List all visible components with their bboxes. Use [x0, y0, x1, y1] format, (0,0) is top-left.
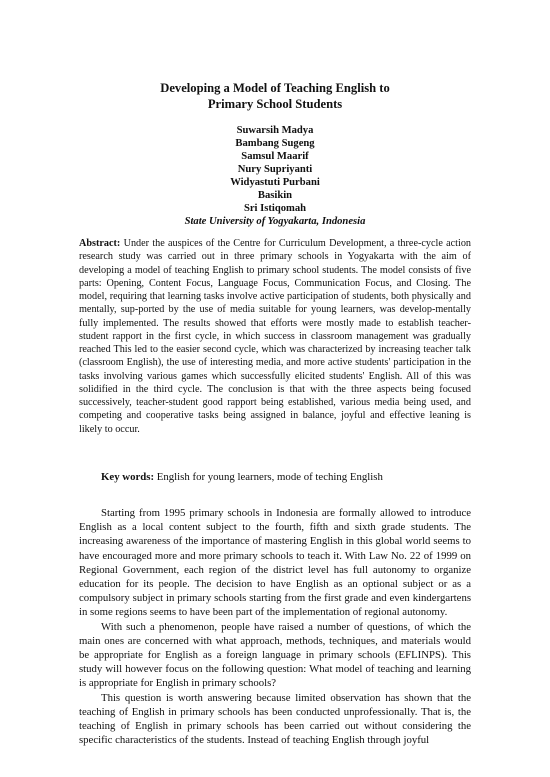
body-paragraph: Starting from 1995 primary schools in Indonesia are formally allowed to introduce English as a local content subject to the fourth, fifth and sixth grade students. The increasing awareness of the importance of mastering English in this global world seems to have encouraged more and more primary schools to teach it. With Law No. 22 of 1999 on Regional Government, each region of the district level has full autonomy to organize education for its people. The decision to have English as an optional subject or as a compulsory subject in primary schools starting from the first grade and even kindergartens in some regions seems to have been part of the implementation of regional autonomy. [79, 507, 471, 619]
abstract [79, 237, 471, 436]
author-name: Samsul Maarif [241, 151, 309, 162]
abstract-label: Abstract: [79, 238, 121, 249]
body-paragraph: This question is worth answering because limited observation has shown that the teaching of English in primary schools has been conducted unprofessionally. That is, the teaching of English in primary schools has been carried out without considering the specific characteristics of the students. Instead of teaching English through joyful [79, 691, 471, 747]
keywords-text: English for young learners, mode of teching English [156, 471, 383, 483]
author-list [0, 124, 550, 228]
paper-title [0, 80, 550, 112]
body-text [79, 506, 471, 747]
author-name: Nury Supriyanti [237, 164, 313, 175]
paper-title-line-2: Primary School Students [207, 97, 343, 111]
author-name: Bambang Sugeng [235, 138, 315, 149]
author-name: Suwarsih Madya [236, 125, 314, 136]
author-name: Basikin [257, 190, 293, 201]
body-paragraph: With such a phenomenon, people have raised a number of questions, of which the main ones are concerned with what approach, methods, techniques, and materials would be appropriate for English as a foreign language in primary schools (EFLINPS). This study will however focus on the following question: What model of teaching and learning is appropriate for English in primary schools? [79, 620, 471, 690]
author-name: Widyastuti Purbani [230, 177, 320, 188]
author-name: Sri Istiqomah [243, 203, 307, 214]
paper-title-line-1: Developing a Model of Teaching English to [160, 81, 390, 95]
affiliation: State University of Yogyakarta, Indonesia [184, 216, 366, 227]
abstract-text: Under the auspices of the Centre for Curriculum Development, a three-cycle action research study was carried out in three primary schools in Yogyakarta with the aim of developing a model of teaching English to primary school students. The model consists of five parts: Opening, Content Focus, Language Focus, Communication Focus, and Closing. The model, requiring that learning tasks involve active participation of students, both physically and mentally, sup-ported by the use of media suitable for young learners, was develop-mentally fully implemented. The results showed that efforts were mostly made to establish teacher-student rapport in the first cycle, in which success in classroom management was gradually reached This led to the easier second cycle, which was characterized by increasing teacher talk (classroom English), the use of interesting media, and more active students' participation in the tasks involving various games which successfully elicited students' English. All of this was solidified in the third cycle. The conclusion is that with the three aspects being focused successively, teacher-student good rapport being established, various media being used, and competing and cooperative tasks being assigned in balance, joyful and effective leaning is likely to occur. [79, 238, 472, 435]
keywords [101, 470, 471, 484]
keywords-label: Key words: [101, 471, 155, 483]
